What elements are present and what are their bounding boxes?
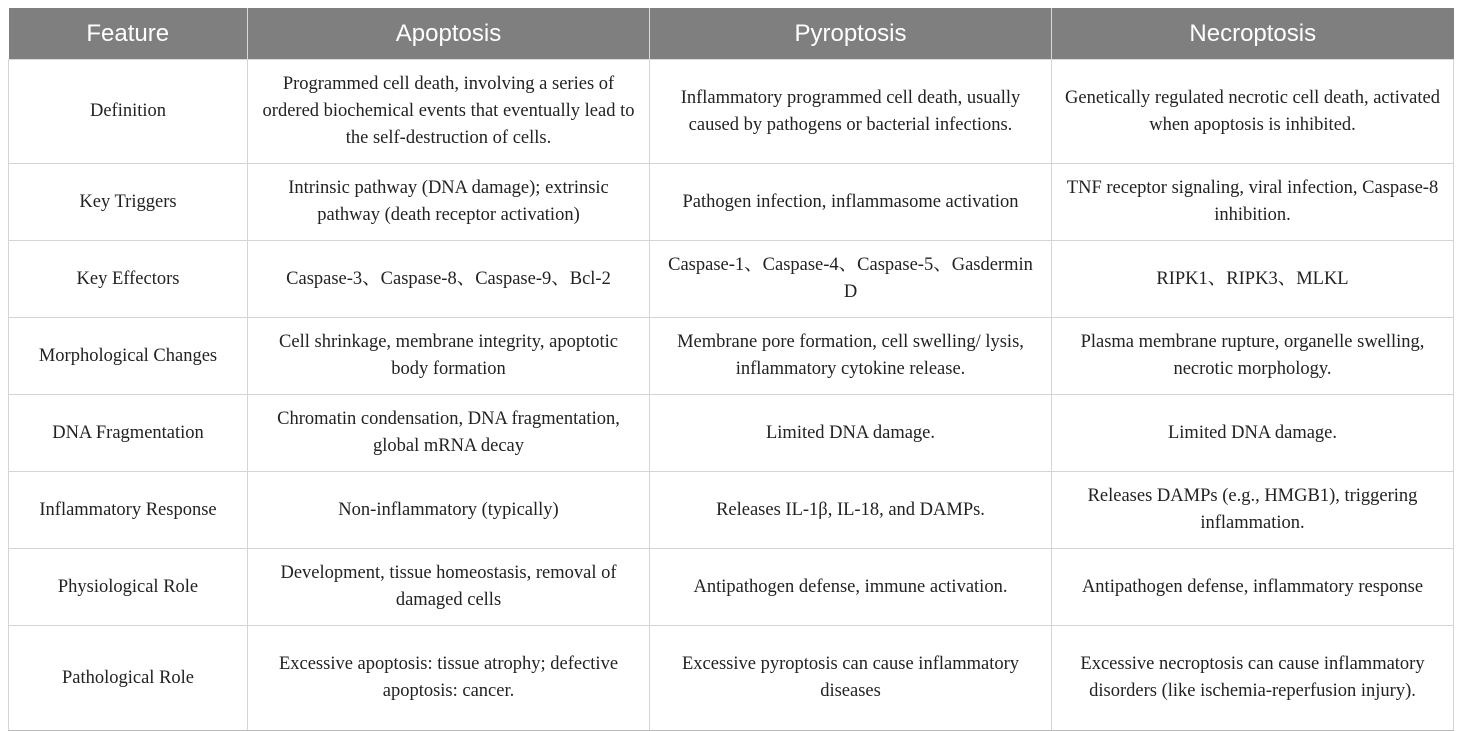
header-necroptosis: Necroptosis bbox=[1052, 8, 1454, 60]
feature-cell: Key Effectors bbox=[9, 241, 248, 318]
necroptosis-cell: Genetically regulated necrotic cell death, activated when apoptosis is inhibited. bbox=[1052, 60, 1454, 164]
necroptosis-cell: Limited DNA damage. bbox=[1052, 395, 1454, 472]
table-row bbox=[9, 626, 1454, 731]
header-apoptosis: Apoptosis bbox=[248, 8, 650, 60]
table-row bbox=[9, 164, 1454, 241]
feature-cell: Inflammatory Response bbox=[9, 472, 248, 549]
necroptosis-cell: Excessive necroptosis can cause inflammatory disorders (like ischemia-reperfusion injury). bbox=[1052, 626, 1454, 731]
feature-cell: DNA Fragmentation bbox=[9, 395, 248, 472]
pyroptosis-cell: Inflammatory programmed cell death, usually caused by pathogens or bacterial infections. bbox=[650, 60, 1052, 164]
necroptosis-cell: Antipathogen defense, inflammatory response bbox=[1052, 549, 1454, 626]
pyroptosis-cell: Pathogen infection, inflammasome activation bbox=[650, 164, 1052, 241]
table-body bbox=[9, 60, 1454, 731]
pyroptosis-cell: Caspase-1、Caspase-4、Caspase-5、Gasdermin D bbox=[650, 241, 1052, 318]
pyroptosis-cell: Membrane pore formation, cell swelling/ lysis, inflammatory cytokine release. bbox=[650, 318, 1052, 395]
table-row bbox=[9, 318, 1454, 395]
necroptosis-cell: Plasma membrane rupture, organelle swelling, necrotic morphology. bbox=[1052, 318, 1454, 395]
feature-cell: Key Triggers bbox=[9, 164, 248, 241]
pyroptosis-cell: Excessive pyroptosis can cause inflammatory diseases bbox=[650, 626, 1052, 731]
apoptosis-cell: Intrinsic pathway (DNA damage); extrinsic pathway (death receptor activation) bbox=[248, 164, 650, 241]
necroptosis-cell: Releases DAMPs (e.g., HMGB1), triggering inflammation. bbox=[1052, 472, 1454, 549]
apoptosis-cell: Programmed cell death, involving a series of ordered biochemical events that eventually lead to the self-destruction of cells. bbox=[248, 60, 650, 164]
apoptosis-cell: Non-inflammatory (typically) bbox=[248, 472, 650, 549]
header-pyroptosis: Pyroptosis bbox=[650, 8, 1052, 60]
necroptosis-cell: TNF receptor signaling, viral infection, Caspase-8 inhibition. bbox=[1052, 164, 1454, 241]
pyroptosis-cell: Antipathogen defense, immune activation. bbox=[650, 549, 1052, 626]
table-row bbox=[9, 395, 1454, 472]
apoptosis-cell: Excessive apoptosis: tissue atrophy; defective apoptosis: cancer. bbox=[248, 626, 650, 731]
header-feature: Feature bbox=[9, 8, 248, 60]
apoptosis-cell: Chromatin condensation, DNA fragmentation, global mRNA decay bbox=[248, 395, 650, 472]
table-row bbox=[9, 549, 1454, 626]
necroptosis-cell: RIPK1、RIPK3、MLKL bbox=[1052, 241, 1454, 318]
apoptosis-cell: Caspase-3、Caspase-8、Caspase-9、Bcl-2 bbox=[248, 241, 650, 318]
feature-cell: Physiological Role bbox=[9, 549, 248, 626]
table-row bbox=[9, 60, 1454, 164]
header-row bbox=[9, 8, 1454, 60]
feature-cell: Pathological Role bbox=[9, 626, 248, 731]
pyroptosis-cell: Limited DNA damage. bbox=[650, 395, 1052, 472]
table-row bbox=[9, 241, 1454, 318]
pyroptosis-cell: Releases IL-1β, IL-18, and DAMPs. bbox=[650, 472, 1052, 549]
table-row bbox=[9, 472, 1454, 549]
feature-cell: Definition bbox=[9, 60, 248, 164]
table-header bbox=[9, 8, 1454, 60]
apoptosis-cell: Development, tissue homeostasis, removal of damaged cells bbox=[248, 549, 650, 626]
comparison-table-container bbox=[8, 8, 1453, 731]
apoptosis-cell: Cell shrinkage, membrane integrity, apoptotic body formation bbox=[248, 318, 650, 395]
cell-death-comparison-table bbox=[8, 8, 1454, 731]
feature-cell: Morphological Changes bbox=[9, 318, 248, 395]
